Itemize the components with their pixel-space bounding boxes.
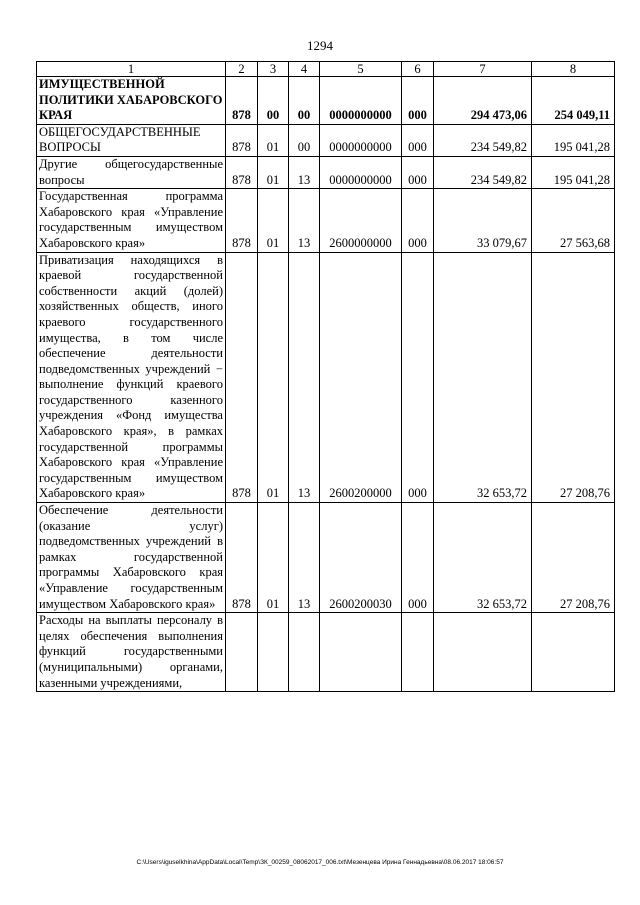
col-header: 1 (37, 62, 226, 77)
cell-amount-1: 234 549,82 (434, 156, 532, 188)
cell-subsection: 13 (289, 503, 320, 613)
cell-subsection: 00 (289, 124, 320, 156)
cell-expense-type: 000 (402, 252, 434, 503)
row-name: ИМУЩЕСТВЕННОЙ ПОЛИТИКИ ХАБАРОВСКОГО КРАЯ (37, 77, 226, 125)
cell-target-code: 0000000000 (320, 77, 402, 125)
cell-admin-code: 878 (226, 189, 258, 252)
cell-amount-2: 27 208,76 (532, 503, 615, 613)
cell-amount-1: 234 549,82 (434, 124, 532, 156)
row-name: Обеспечение деятельности (оказание услуг) подведомственных учреждений в рамках государственной программы Хабаровского края «Управление государственным имуществом Хабаровского края» (37, 503, 226, 613)
cell-admin-code: 878 (226, 252, 258, 503)
cell-admin-code: 878 (226, 77, 258, 125)
row-name: Приватизация находящихся в краевой государственной собственности акций (долей) хозяйственных обществ, иного краевого государственного имущества, в том числе обеспечение деятельности подведомственных учреждений − выполнение функций краевого государственного казенного учреждения «Фонд имущества Хабаровского края», в рамках государственной программы Хабаровского края «Управление государственным имуществом Хабаровского края» (37, 252, 226, 503)
cell-amount-1 (434, 613, 532, 692)
cell-subsection: 13 (289, 189, 320, 252)
cell-subsection: 13 (289, 252, 320, 503)
cell-expense-type: 000 (402, 189, 434, 252)
cell-expense-type: 000 (402, 124, 434, 156)
cell-amount-2: 27 563,68 (532, 189, 615, 252)
cell-section: 01 (258, 124, 289, 156)
cell-section: 01 (258, 252, 289, 503)
row-name: Расходы на выплаты персоналу в целях обеспечения выполнения функций государственными (муниципальными) органами, казенными учреждениями, (37, 613, 226, 692)
row-name: Другие общегосударственные вопросы (37, 156, 226, 188)
row-name: Государственная программа Хабаровского края «Управление государственным имуществом Хабаровского края» (37, 189, 226, 252)
table-row (37, 156, 615, 188)
cell-amount-2 (532, 613, 615, 692)
page-number: 1294 (307, 38, 333, 53)
cell-section: 01 (258, 189, 289, 252)
file-path-footer: C:\Users\iguselkhina\AppData\Local\Temp\ЗК_00259_08062017_006.txt\Мезенцева Ирина Геннадьевна\08.06.2017 18:06:57 (136, 859, 504, 866)
cell-section: 01 (258, 503, 289, 613)
cell-amount-2: 195 041,28 (532, 124, 615, 156)
col-header: 7 (434, 62, 532, 77)
cell-amount-1: 32 653,72 (434, 252, 532, 503)
cell-target-code: 2600200000 (320, 252, 402, 503)
table-row (37, 189, 615, 252)
cell-amount-2: 195 041,28 (532, 156, 615, 188)
header-row (37, 62, 615, 77)
cell-amount-1: 294 473,06 (434, 77, 532, 125)
cell-target-code (320, 613, 402, 692)
col-header: 6 (402, 62, 434, 77)
cell-subsection (289, 613, 320, 692)
cell-target-code: 2600000000 (320, 189, 402, 252)
table-row (37, 124, 615, 156)
table-row (37, 613, 615, 692)
cell-amount-1: 32 653,72 (434, 503, 532, 613)
cell-section (258, 613, 289, 692)
row-name: ОБЩЕГОСУДАРСТВЕННЫЕ ВОПРОСЫ (37, 124, 226, 156)
cell-expense-type: 000 (402, 503, 434, 613)
col-header: 3 (258, 62, 289, 77)
cell-admin-code (226, 613, 258, 692)
col-header: 4 (289, 62, 320, 77)
cell-target-code: 0000000000 (320, 124, 402, 156)
cell-target-code: 0000000000 (320, 156, 402, 188)
cell-amount-2: 27 208,76 (532, 252, 615, 503)
cell-section: 00 (258, 77, 289, 125)
cell-amount-1: 33 079,67 (434, 189, 532, 252)
cell-admin-code: 878 (226, 124, 258, 156)
cell-expense-type (402, 613, 434, 692)
cell-expense-type: 000 (402, 77, 434, 125)
col-header: 8 (532, 62, 615, 77)
table-row (37, 77, 615, 125)
table-row (37, 503, 615, 613)
cell-admin-code: 878 (226, 503, 258, 613)
cell-subsection: 13 (289, 156, 320, 188)
col-header: 5 (320, 62, 402, 77)
cell-section: 01 (258, 156, 289, 188)
table-row (37, 252, 615, 503)
cell-admin-code: 878 (226, 156, 258, 188)
cell-amount-2: 254 049,11 (532, 77, 615, 125)
budget-table (36, 61, 615, 692)
cell-subsection: 00 (289, 77, 320, 125)
cell-expense-type: 000 (402, 156, 434, 188)
cell-target-code: 2600200030 (320, 503, 402, 613)
col-header: 2 (226, 62, 258, 77)
